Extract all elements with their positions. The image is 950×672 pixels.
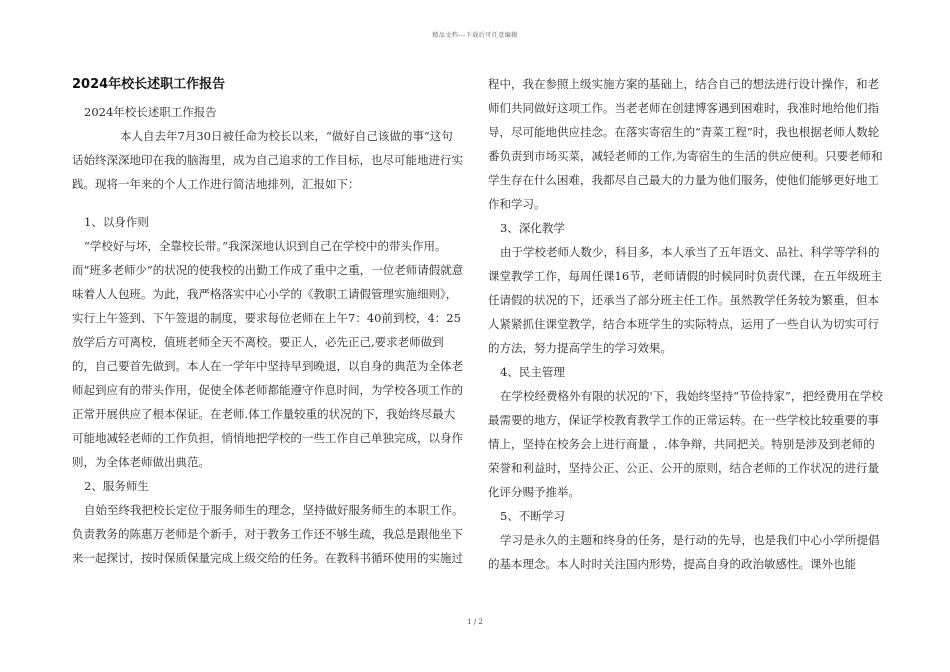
section-2-body-left: 自始至终我把校长定位于服务师生的理念，坚持做好服务师生的本职工作。负责教务的陈惠万老师是个新手，对于教务工作还不够生疏，我总是跟他坐下来一起探讨，按时保质保量完成上级交给的任务。在教科书循环使用的实施过 <box>72 503 464 565</box>
spacer <box>72 196 464 210</box>
section-3-body: 由于学校老师人数少，科目多，本人承当了五年语文、品社、科学等学科的课堂教学工作，每周任课16节，老师请假的时候同时负责代课，在五年级班主任请假的状况的下，还承当了部分班主任工作。虽然教学任务较为繁重，但本人紧紧抓住课堂教学，结合本班学生的实际特点，运用了一些自认为切实可行的方法，努力提高学生的学习效果。 <box>488 245 883 355</box>
document-title: 2024年校长述职工作报告 <box>72 77 226 92</box>
section-3-heading: 3、深化教学 <box>500 221 565 235</box>
page-header-note: 精品文档---下载后可任意编辑 <box>432 32 518 39</box>
section-5-body: 学习是永久的主题和终身的任务，是行动的先导，也是我们中心小学所提倡的基本理念。本人时时关注国内形势，提高自身的政治敏感性。课外也能 <box>488 533 880 571</box>
section-2-heading: 2、服务师生 <box>84 479 149 493</box>
page-number: 1 / 2 <box>467 618 483 626</box>
right-column <box>488 72 883 576</box>
document-subtitle: 2024年校长述职工作报告 <box>84 105 217 119</box>
section-1-heading: 1、以身作则 <box>84 215 149 229</box>
section-4-heading: 4、民主管理 <box>500 365 565 379</box>
section-1-body: “学校好与坏，全靠校长带。”我深深地认识到自己在学校中的带头作用。而“班多老师少”的状况的使我校的出勤工作成了重中之重，一位老师请假就意味着人人包班。为此，我严格落实中心小学的《教职工请假管理实施细则》，实行上午签到、下午签退的制度，要求每位老师在上午7：40前到校，4：25放学后方可离校，值班老师全天不离校。要正人，必先正己,要求老师做到的，自己要首先做到。本人在一学年中坚持早到晚退，以自身的典范为全体老师起到应有的带头作用，促使全体老师都能遵守作息时间，为学校各项工作的正常开展供应了根本保证。在老师.体工作量较重的状况的下，我始终尽最大可能地减轻老师的工作负担，悄悄地把学校的一些工作自己单独完成，以身作则，为全体老师做出典范。 <box>72 239 464 469</box>
intro-paragraph: 本人自去年7月30日被任命为校长以来，“做好自己该做的事”这句话始终深深地印在我的脑海里，成为自己追求的工作目标，也尽可能地进行实践。现将一年来的个人工作进行简洁地排列，汇报如下： <box>72 129 463 191</box>
left-column <box>72 72 464 570</box>
section-5-heading: 5、不断学习 <box>500 509 565 523</box>
section-2-body-right: 程中，我在参照上级实施方案的基础上，结合自己的想法进行设计操作，和老师们共同做好这项工作。当老老师在创建博客遇到困难时，我准时地给他们指导，尽可能地供应挂念。在落实寄宿生的“青菜工程”时，我也根据老师人数轮番负责到市场买菜，减轻老师的工作,为寄宿生的生活的供应便利。只要老师和学生存在什么困难，我都尽自己最大的力量为他们服务，使他们能够更好地工作和学习。 <box>488 77 883 211</box>
section-4-body: 在学校经费格外有限的状况的'下，我始终坚持“节俭持家”，把经费用在学校最需要的地方，保证学校教育教学工作的正常运转。在一些学校比较重要的事情上，坚持在校务会上进行商量 ，.体争辩，共同把关。特别是涉及到老师的荣誉和利益时，坚持公正、公正、公开的原则，结合老师的工作状况的进行量化评分赐予推举。 <box>488 389 883 499</box>
